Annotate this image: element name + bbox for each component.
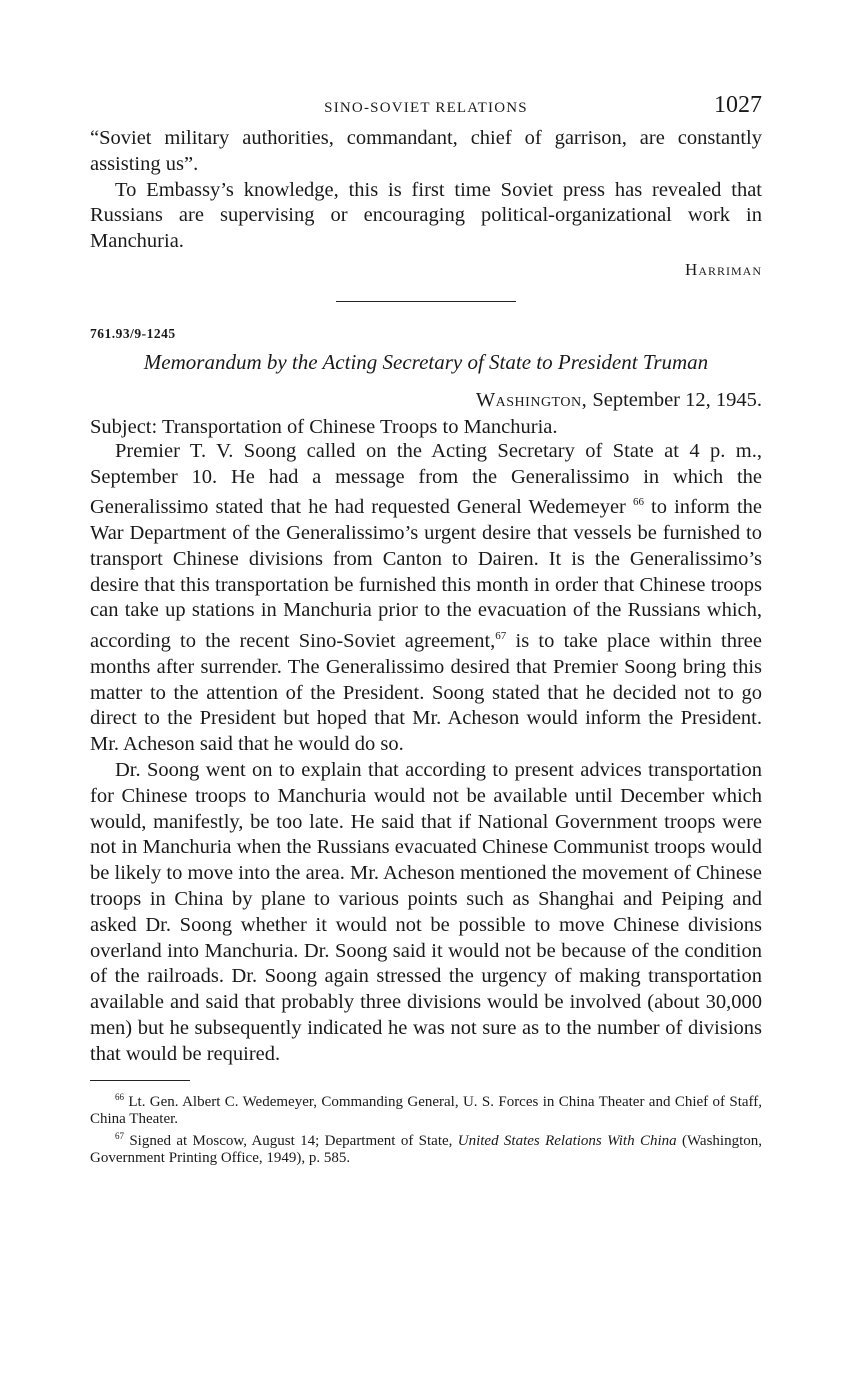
body-paragraph-1-part-a: Premier T. V. Soong called on the Acting Secretary of State at 4 p. m., September 10. He had a message from the Generalissimo in which the Generalissimo stated that he had requested General Wedemeyer bbox=[90, 439, 762, 519]
document-page bbox=[90, 92, 762, 1167]
section-divider bbox=[336, 301, 516, 302]
running-head bbox=[90, 92, 762, 126]
footnote-text-part-a: Signed at Moscow, August 14; Department of State, bbox=[129, 1132, 458, 1149]
footnote-67 bbox=[90, 1128, 762, 1167]
preceding-paragraph-2: To Embassy’s knowledge, this is first time Soviet press has revealed that Russians are supervising or encouraging political-organizational work in Manchuria. bbox=[90, 178, 762, 253]
dateline bbox=[90, 389, 762, 412]
footnote-ref-66[interactable]: 66 bbox=[632, 496, 644, 509]
file-number: 761.93/9-1245 bbox=[90, 325, 176, 341]
signature: Harriman bbox=[685, 259, 762, 279]
footnote-66 bbox=[90, 1089, 762, 1128]
footnote-ref-67[interactable]: 67 bbox=[495, 630, 507, 643]
footnote-italic-title: United States Relations With China bbox=[457, 1132, 677, 1149]
body-paragraph-1-part-b: to inform the War Department of the Generalissimo’s urgent desire that vessels be furnished to transport Chinese divisions from Canton to Dairen. It is the Generalissimo’s desire that this transportation be furnished this month in order that Chinese troops can take up stations in Manchuria prior to the evacuation of the Russians which, according to the recent Sino-Soviet agreement, bbox=[90, 496, 762, 653]
document-title: Memorandum by the Acting Secretary of State to President Truman bbox=[143, 349, 709, 374]
dateline-date: September 12, 1945. bbox=[592, 388, 762, 411]
footnote-text: Lt. Gen. Albert C. Wedemeyer, Commanding General, U. S. Forces in China Theater and Chief of Staff, China Theater. bbox=[90, 1093, 762, 1127]
footnote-mark: 66 bbox=[115, 1091, 124, 1102]
footnote-divider bbox=[90, 1080, 190, 1081]
footnote-mark: 67 bbox=[115, 1130, 124, 1141]
body-paragraph-1-part-c: is to take place within three months after surrender. The Generalissimo desired that Premier Soong bring this matter to the attention of the President. Soong stated that he decided not to go direct to the President but hoped that Mr. Acheson would inform the President. Mr. Acheson said that he would do so. bbox=[90, 630, 762, 756]
footnote-text-part-b: (Washington, Government Printing Office, 1949), p. 585. bbox=[90, 1132, 762, 1166]
subject-line: Subject: Transportation of Chinese Troops to Manchuria. bbox=[90, 415, 558, 438]
running-head-title: SINO-SOVIET RELATIONS bbox=[324, 100, 528, 116]
body-paragraph-1 bbox=[90, 439, 762, 758]
body-paragraph-2: Dr. Soong went on to explain that according to present advices transportation for Chinese troops to Manchuria would not be available until December which would, manifestly, be too late. He said that if National Government troops were not in Manchuria when the Russians evacuated Chinese Communist troops would be likely to move into the area. Mr. Acheson mentioned the movement of Chinese troops in China by plane to various points such as Shanghai and Peiping and asked Dr. Soong whether it would not be possible to move Chinese divisions overland into Manchuria. Dr. Soong said it would not be because of the condition of the railroads. Dr. Soong again stressed the urgency of making transportation available and said that probably three divisions would be involved (about 30,000 men) but he subsequently indicated he was not sure as to the number of divisions that would be required. bbox=[90, 759, 762, 1065]
dateline-place: Washington, bbox=[475, 388, 588, 411]
preceding-paragraph-1: “Soviet military authorities, commandant, chief of garrison, are constantly assisting us”. bbox=[90, 127, 762, 175]
page-number: 1027 bbox=[714, 92, 762, 118]
